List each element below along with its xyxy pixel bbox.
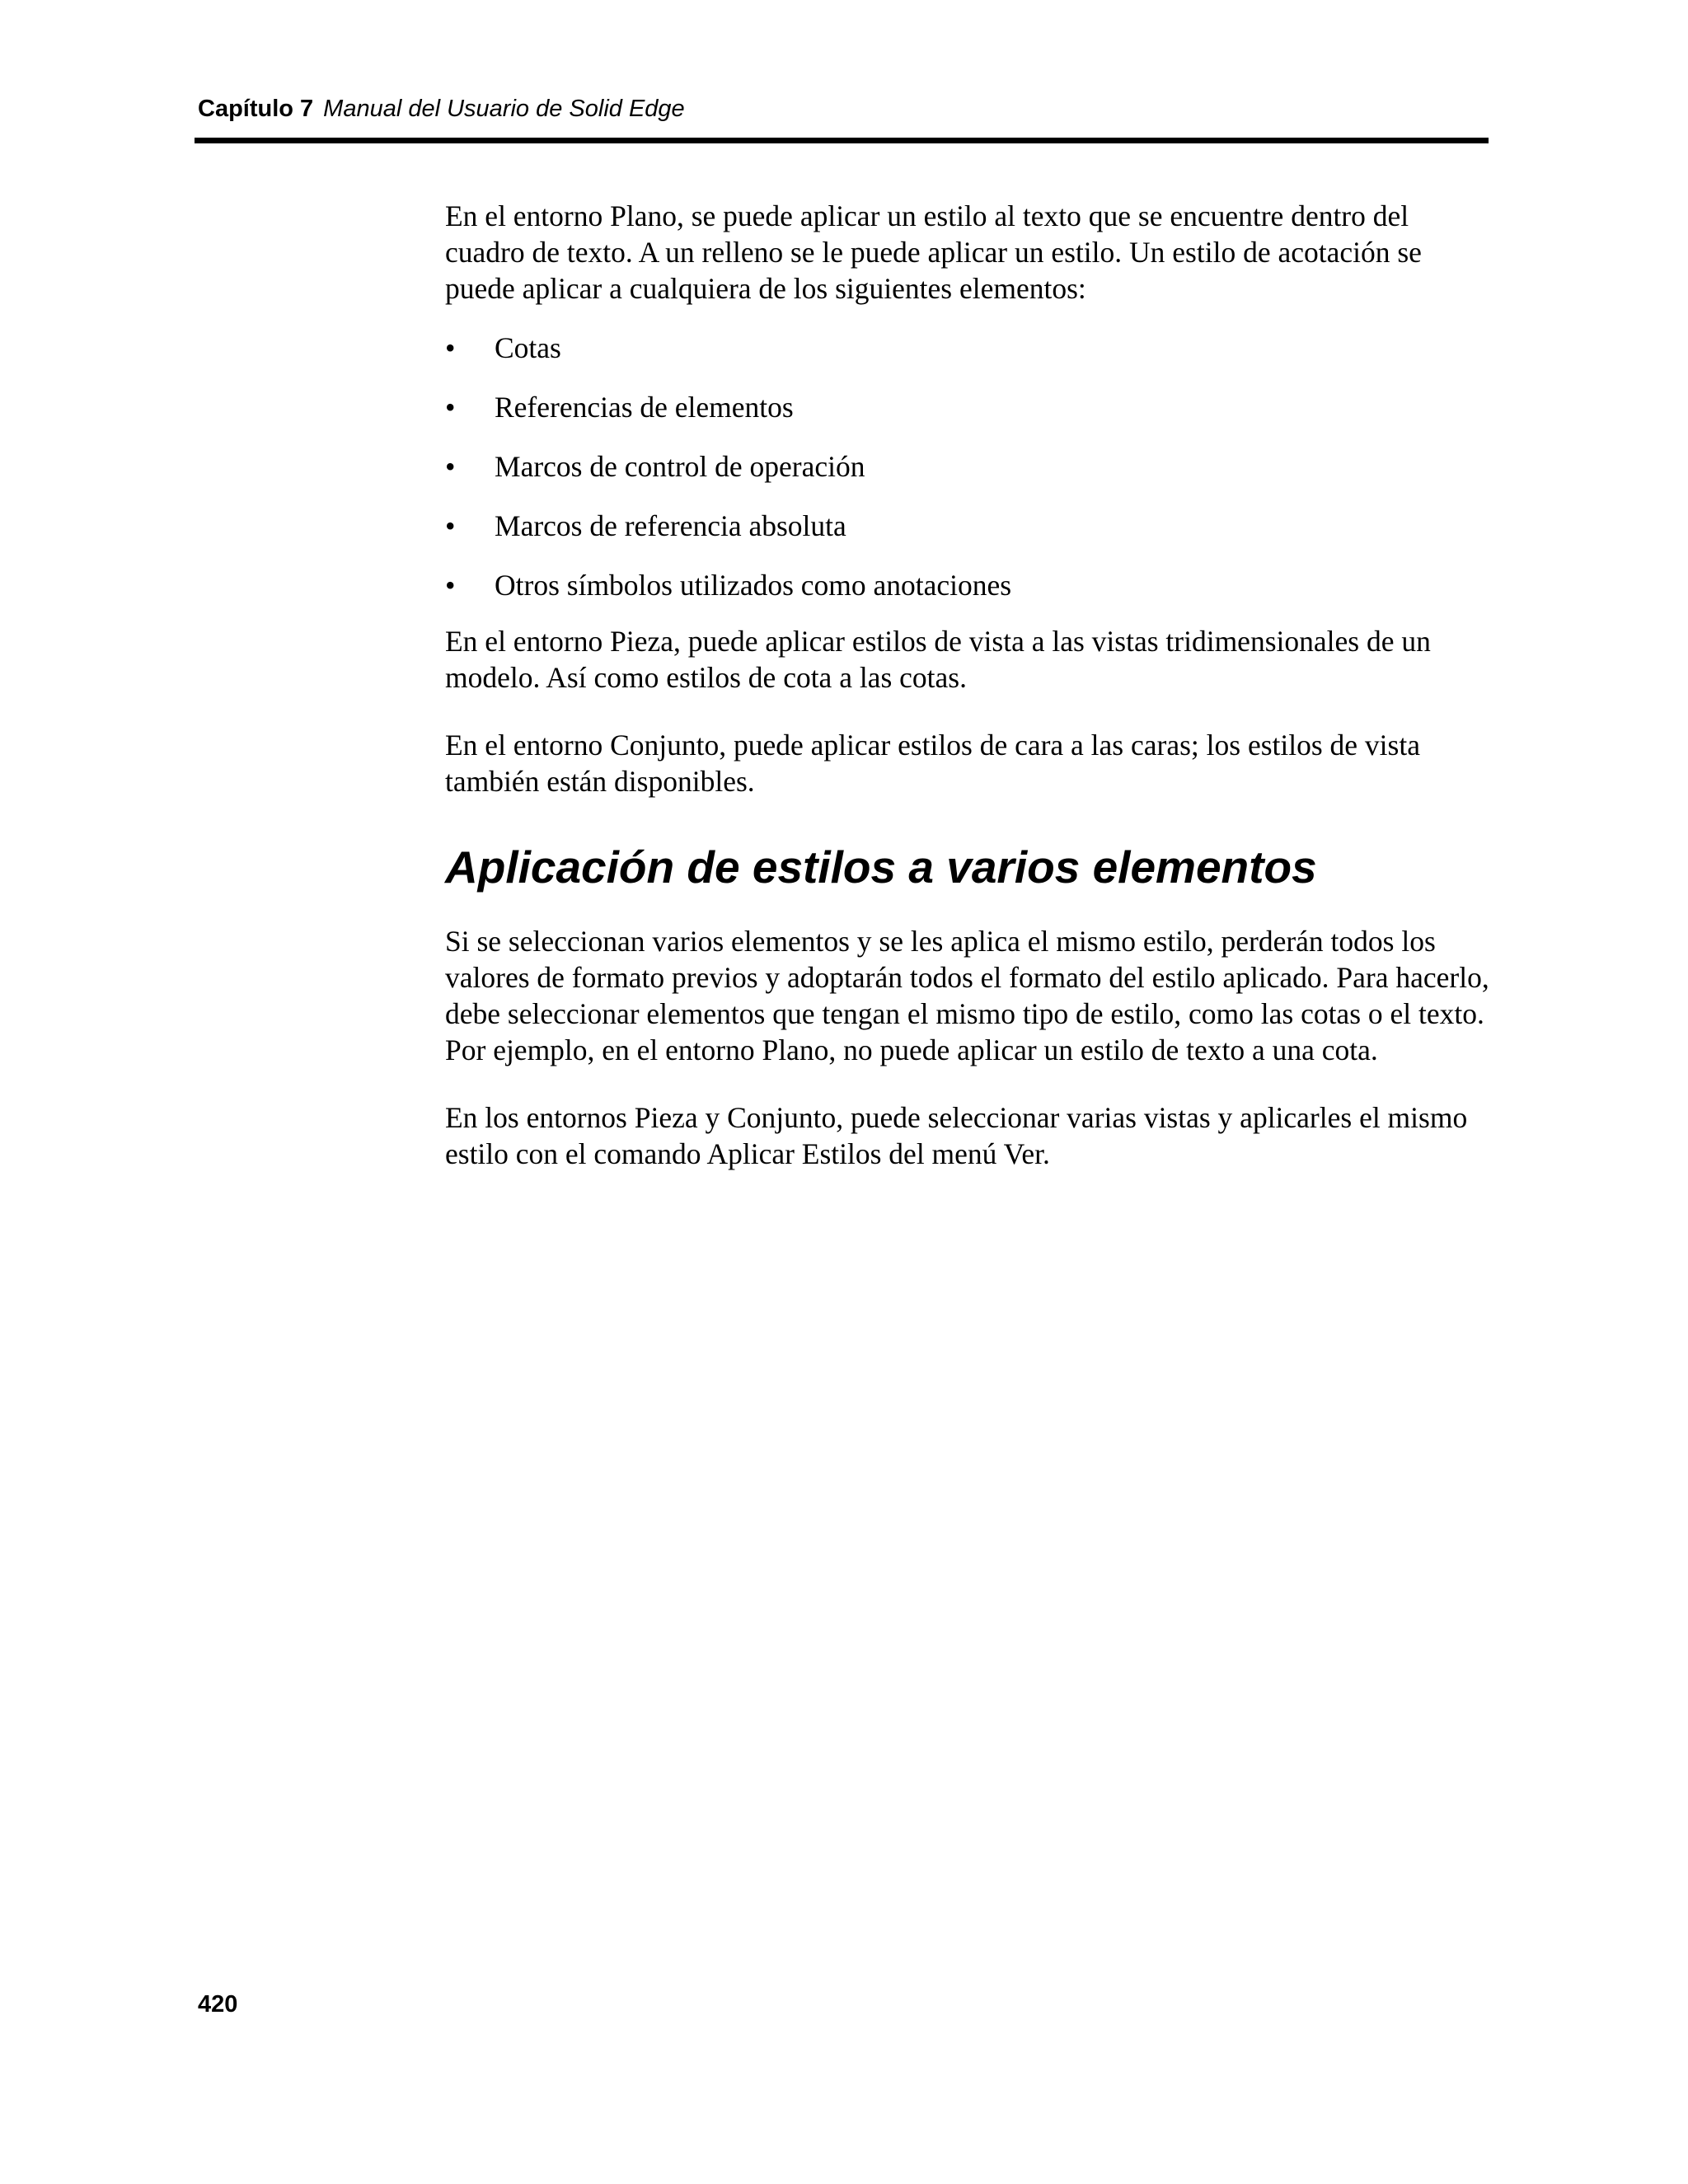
list-item-label: Referencias de elementos <box>495 391 794 424</box>
section-paragraph-1: Si se seleccionan varios elementos y se les aplica el mismo estilo, perderán todos los valores de formato previos y adoptarán todos el formato del estilo aplicado. Para hacerlo, debe seleccionar elementos que tengan el mismo tipo de estilo, como las cotas o el texto. Por ejemplo, en el entorno Plano, no puede aplicar un estilo de texto a una cota. <box>445 925 1489 1066</box>
bullet-list <box>445 330 1492 603</box>
list-item <box>445 567 1492 603</box>
bullet-icon: • <box>445 331 456 364</box>
list-item <box>445 330 1492 366</box>
section-heading: Aplicación de estilos a varios elementos <box>445 841 1317 893</box>
manual-title: Manual del Usuario de Solid Edge <box>323 96 685 122</box>
bullet-icon: • <box>445 391 456 424</box>
page-number: 420 <box>198 1991 238 2018</box>
list-item-label: Cotas <box>495 331 561 364</box>
list-item-label: Otros símbolos utilizados como anotaciones <box>495 569 1012 602</box>
section-paragraph-2: En los entornos Pieza y Conjunto, puede seleccionar varias vistas y aplicarles el mismo estilo con el comando Aplicar Estilos del menú Ver. <box>445 1101 1468 1170</box>
header-rule <box>195 138 1489 143</box>
bullet-icon: • <box>445 509 456 542</box>
list-item-label: Marcos de referencia absoluta <box>495 509 846 542</box>
body-column <box>445 198 1492 1172</box>
pieza-paragraph: En el entorno Pieza, puede aplicar estilos de vista a las vistas tridimensionales de un modelo. Así como estilos de cota a las cotas. <box>445 625 1431 694</box>
intro-paragraph: En el entorno Plano, se puede aplicar un estilo al texto que se encuentre dentro del cuadro de texto. A un relleno se le puede aplicar un estilo. Un estilo de acotación se puede aplicar a cualquiera de los siguientes elementos: <box>445 199 1422 305</box>
list-item <box>445 508 1492 544</box>
bullet-icon: • <box>445 450 456 483</box>
list-item-label: Marcos de control de operación <box>495 450 865 483</box>
list-item <box>445 448 1492 485</box>
list-item <box>445 389 1492 425</box>
running-header <box>198 97 685 121</box>
chapter-label: Capítulo 7 <box>198 96 314 122</box>
conjunto-paragraph: En el entorno Conjunto, puede aplicar estilos de cara a las caras; los estilos de vista también están disponibles. <box>445 729 1420 798</box>
bullet-icon: • <box>445 569 456 602</box>
